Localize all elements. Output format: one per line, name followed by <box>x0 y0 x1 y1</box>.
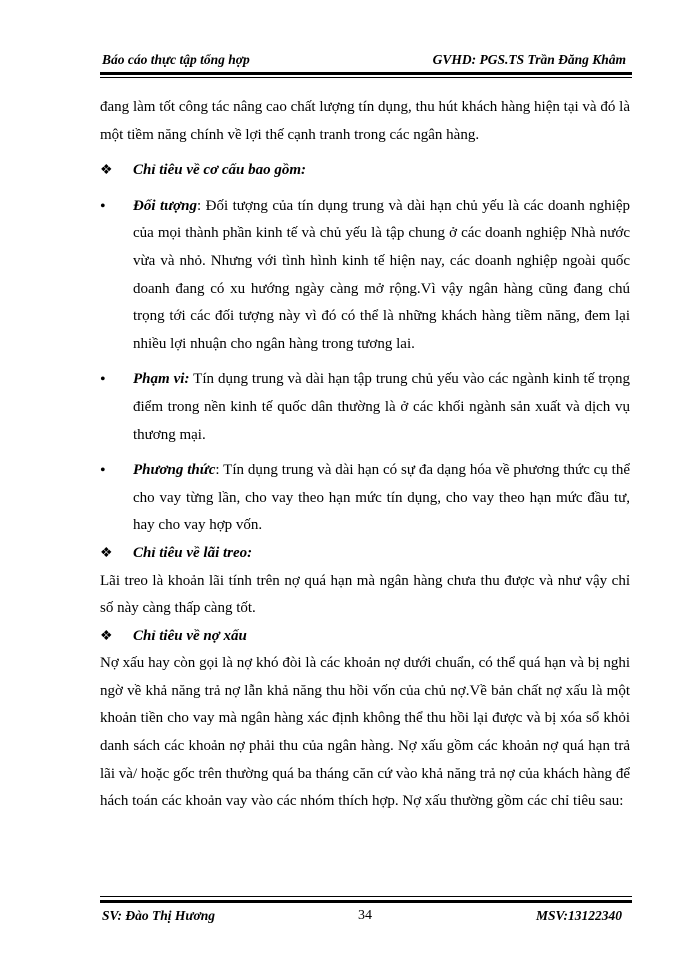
interest-paragraph: Lãi treo là khoản lãi tính trên nợ quá hạn mà ngân hàng chưa thu được và như vậy chỉ số này càng thấp càng tốt. <box>100 572 630 617</box>
footer-rule-thin <box>100 896 632 897</box>
list-item <box>100 457 630 540</box>
section-heading-text: Chỉ tiêu về cơ cấu bao gồm: <box>133 162 307 179</box>
bad-debt-paragraph: Nợ xấu hay còn gọi là nợ khó đòi là các khoản nợ dưới chuẩn, có thể quá hạn và bị nghi ngờ về khả năng trả nợ lẫn khả năng thu hồi vốn của chủ nợ.Về bản chất nợ xấu là một khoản tiền cho vay mà ngân hàng xác định không thể thu hồi lại được và bị xóa sổ khỏi danh sách các khoản nợ phải thu của ngân hàng. Nợ xấu gồm các khoản nợ quá hạn trả lãi và/ hoặc gốc trên thường quá ba tháng căn cứ vào khả năng trả nợ của khách hàng để hách toán các khoản vay vào các nhóm thích hợp. Nợ xấu thường gồm các chỉ tiêu sau: <box>100 655 630 810</box>
bullet-text: Tín dụng trung và dài hạn tập trung chủ yếu vào các ngành kinh tế trọng điểm trong nền kinh tế quốc dân thường là ở các khối ngành sản xuất và dịch vụ thương mại. <box>133 371 631 443</box>
footer-student: SV: Đào Thị Hương <box>102 908 215 923</box>
page-body <box>100 94 630 816</box>
bullet-term: Phạm vi: <box>133 371 190 388</box>
list-item <box>100 193 630 359</box>
footer-student-id: MSV:13122340 <box>535 908 622 923</box>
header-supervisor: GVHD: PGS.TS Trần Đăng Khâm <box>432 52 626 67</box>
header-rule-thick <box>100 72 632 75</box>
diamond-bullet-icon: ❖ <box>100 628 113 644</box>
bullet-icon: • <box>100 462 106 480</box>
bullet-text: : Tín dụng trung và dài hạn có sự đa dạng hóa về phương thức cụ thể cho vay từng lần, cho vay theo hạn mức tín dụng, cho vay theo hạn mức đầu tư, hay cho vay hợp vốn. <box>133 462 630 534</box>
header-rule-thin <box>100 77 632 78</box>
diamond-bullet-icon: ❖ <box>100 163 113 179</box>
section-heading-text: Chỉ tiêu về nợ xấu <box>133 627 247 644</box>
page-footer <box>100 908 630 928</box>
diamond-bullet-icon: ❖ <box>100 545 113 561</box>
bullet-text: : Đối tượng của tín dụng trung và dài hạn chủ yếu là các doanh nghiệp của mọi thành phần kinh tế và chủ yếu là tập chung ở các doanh nghiệp Nhà nước vừa và nhỏ. Nhưng với tình hình kinh tế hiện nay, các doanh nghiệp ngoài quốc doanh đang có xu hướng ngày càng mở rộng.Vì vậy ngân hàng cũng đang chú trọng tới các đối tượng này vì đó có thể là những khách hàng tiềm năng, đem lại nhiều lợi nhuận cho ngân hàng trong tương lai. <box>133 197 630 352</box>
section-heading-structure <box>100 157 630 185</box>
section-heading-bad-debt <box>100 623 630 651</box>
bullet-term: Phương thức <box>133 462 216 479</box>
bullet-icon: • <box>100 371 106 389</box>
section-heading-interest <box>100 540 630 568</box>
bullet-term: Đối tượng <box>133 197 198 214</box>
page-number: 34 <box>358 908 372 923</box>
header-report-title: Báo cáo thực tập tổng hợp <box>102 52 250 67</box>
page-header <box>100 50 630 74</box>
bullet-icon: • <box>100 197 106 215</box>
list-item <box>100 366 630 449</box>
intro-paragraph: đang làm tốt công tác nâng cao chất lượng tín dụng, thu hút khách hàng hiện tại và đó là một tiềm năng chính về lợi thế cạnh tranh trong các ngân hàng. <box>100 99 630 143</box>
footer-rule-thick <box>100 900 632 903</box>
section-heading-text: Chỉ tiêu về lãi treo: <box>133 544 253 561</box>
